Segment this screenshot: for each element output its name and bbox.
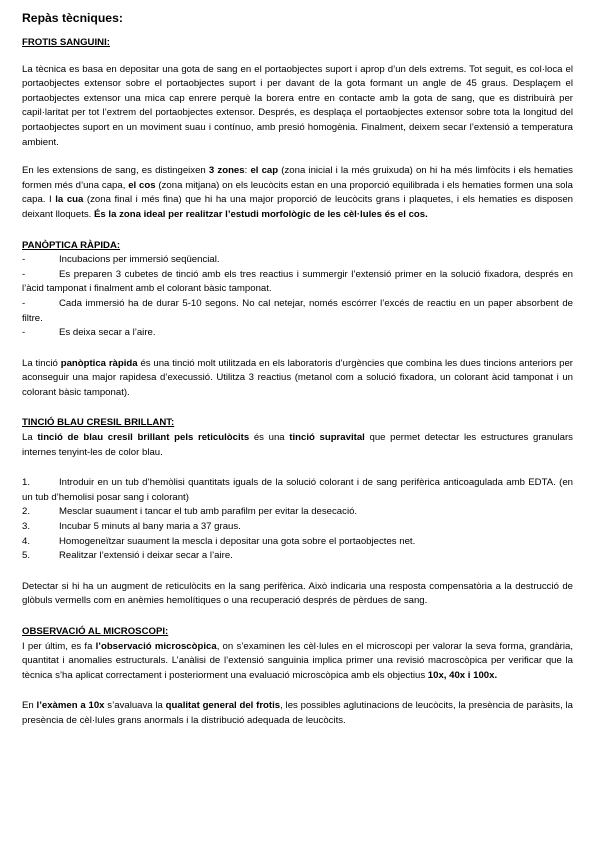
list-item: - Es deixa secar a l’aire.	[22, 326, 573, 341]
list-item: 2. Mesclar suaument i tancar el tub amb parafilm per evitar la desecació.	[22, 506, 358, 518]
blau-steps-list	[22, 476, 573, 564]
microscopi-paragraph-1: I per últim, es fa l’observació microscòpica, on s’examinen les cèl·lules en el microscopi per valorar la seva forma, grandària, quantitat i anomalies estructurals. L’anàlisi de l’extensió sanguinia implica primer una revisió macroscòpica per verificar que la tècnica s’ha aplicat correctament i posteriorment una evaluació microscòpica amb els objectius 10x, 40x i 100x.	[22, 640, 573, 681]
panoptica-steps-list	[22, 253, 573, 341]
list-dash: -	[22, 297, 26, 309]
list-item: 3. Incubar 5 minuts al bany maria a 37 graus.	[22, 521, 241, 533]
section-heading-frotis: FROTIS SANGUINI:	[22, 37, 110, 48]
list-item: 4. Homogeneïtzar suaument la mescla i depositar una gota sobre el portaobjectes net.	[22, 535, 416, 547]
blau-intro-paragraph: La tinció de blau cresil brillant pels reticulòcits és una tinció supravital que permet detectar les estructures granulars internes tenyint-les de color blau.	[22, 432, 573, 458]
section-heading-panoptica: PANÒPTICA RÀPIDA:	[22, 239, 121, 251]
section-heading-microscopi: OBSERVACIÓ AL MICROSCOPI:	[22, 626, 169, 637]
microscopi-paragraph-2: En l’exàmen a 10x s’avaluava la qualitat general del frotis, les possibles aglutinacions de leucòcits, la presència de paràsits, la presència de cèl·lules grans anormals i la distribució adequada de leucòcits.	[22, 700, 573, 726]
list-item: - Cada immersió ha de durar 5-10 segons. No cal netejar, només escórrer l’excés de reactiu en un paper absorbent de filtre.	[22, 297, 573, 324]
list-item: 1. Introduir en un tub d’hemòlisi quantitats iguals de la solució colorant i de sang perifèrica anticoagulada amb EDTA. (en un tub d’hemolisi posar sang i colorant)	[22, 477, 573, 503]
list-dash: -	[22, 268, 26, 280]
blau-paragraph: Detectar si hi ha un augment de reticulòcits en la sang perifèrica. Això indicaria una resposta compensatòria a la destrucció de glòbuls vermells com en anèmies hemolítiques o una recuperació després de pèrdues de sang.	[22, 580, 573, 607]
list-item: - Es preparen 3 cubetes de tinció amb els tres reactius i summergir l’extensió primer en la solució fixadora, després en l’àcid tamponat i finalment amb el colorant bàsic tamponat.	[22, 268, 573, 295]
panoptica-paragraph: La tinció panòptica ràpida és una tinció molt utilitzada en els laboratoris d’urgències que combina les dues tincions anteriors per aconseguir una major rapidesa d’execussió. Utilitza 3 reactius (metanol com a solució fixadora, un colorant àcid tamponat i un colorant bàsic tamponat).	[22, 357, 574, 398]
list-item: 5. Realitzar l’extensió i deixar secar a l’aire.	[22, 550, 233, 562]
section-heading-blau-cresil: TINCIÓ BLAU CRESIL BRILLANT:	[22, 417, 175, 429]
page-title: Repàs tècniques:	[22, 11, 123, 25]
frotis-paragraph-2: En les extensions de sang, es distingeixen 3 zones: el cap (zona inicial i la més gruixuda) on hi ha més limfòcits i els hematies formen més d’una capa, el cos (zona mitjana) on els leucòcits estan en una proporció equilibrada i els hematies formen una sola capa. I la cua (zona final i més fina) que hi ha una major proporció de leucòcits grans i plaquetes, i els hematies es disposen deixant lloquets. És la zona ideal per realitzar l’estudi morfològic de les cèl·lules és el cos.	[22, 165, 574, 220]
frotis-paragraph-1: La tècnica es basa en depositar una gota de sang en el portaobjectes suport i aprop d’un dels extrems. Tot seguit, es col·loca el portaobjectes extensor sobre el portaobjectes suport i per davant de la gota formant un angle de 45 graus. Desplaçem el portaobjectes extensor una mica cap enrere perquè la borera entre en contacte amb la gota de sang, que es distribuirà per capil·laritat per tot l’extrem del portaobjectes extensor. Després, es desplaça el portaobjectes extensor sobre tota la longitud del portaobjectes suport en un moviment suau i contínuo, amb presió homogènia. Finalment, deixem secar l’extensió a temperatura ambient.	[22, 63, 573, 148]
document-page	[22, 10, 573, 729]
list-dash: -	[22, 327, 26, 339]
list-dash: -	[22, 254, 26, 266]
list-item: - Incubacions per immersió seqüencial.	[22, 253, 573, 268]
